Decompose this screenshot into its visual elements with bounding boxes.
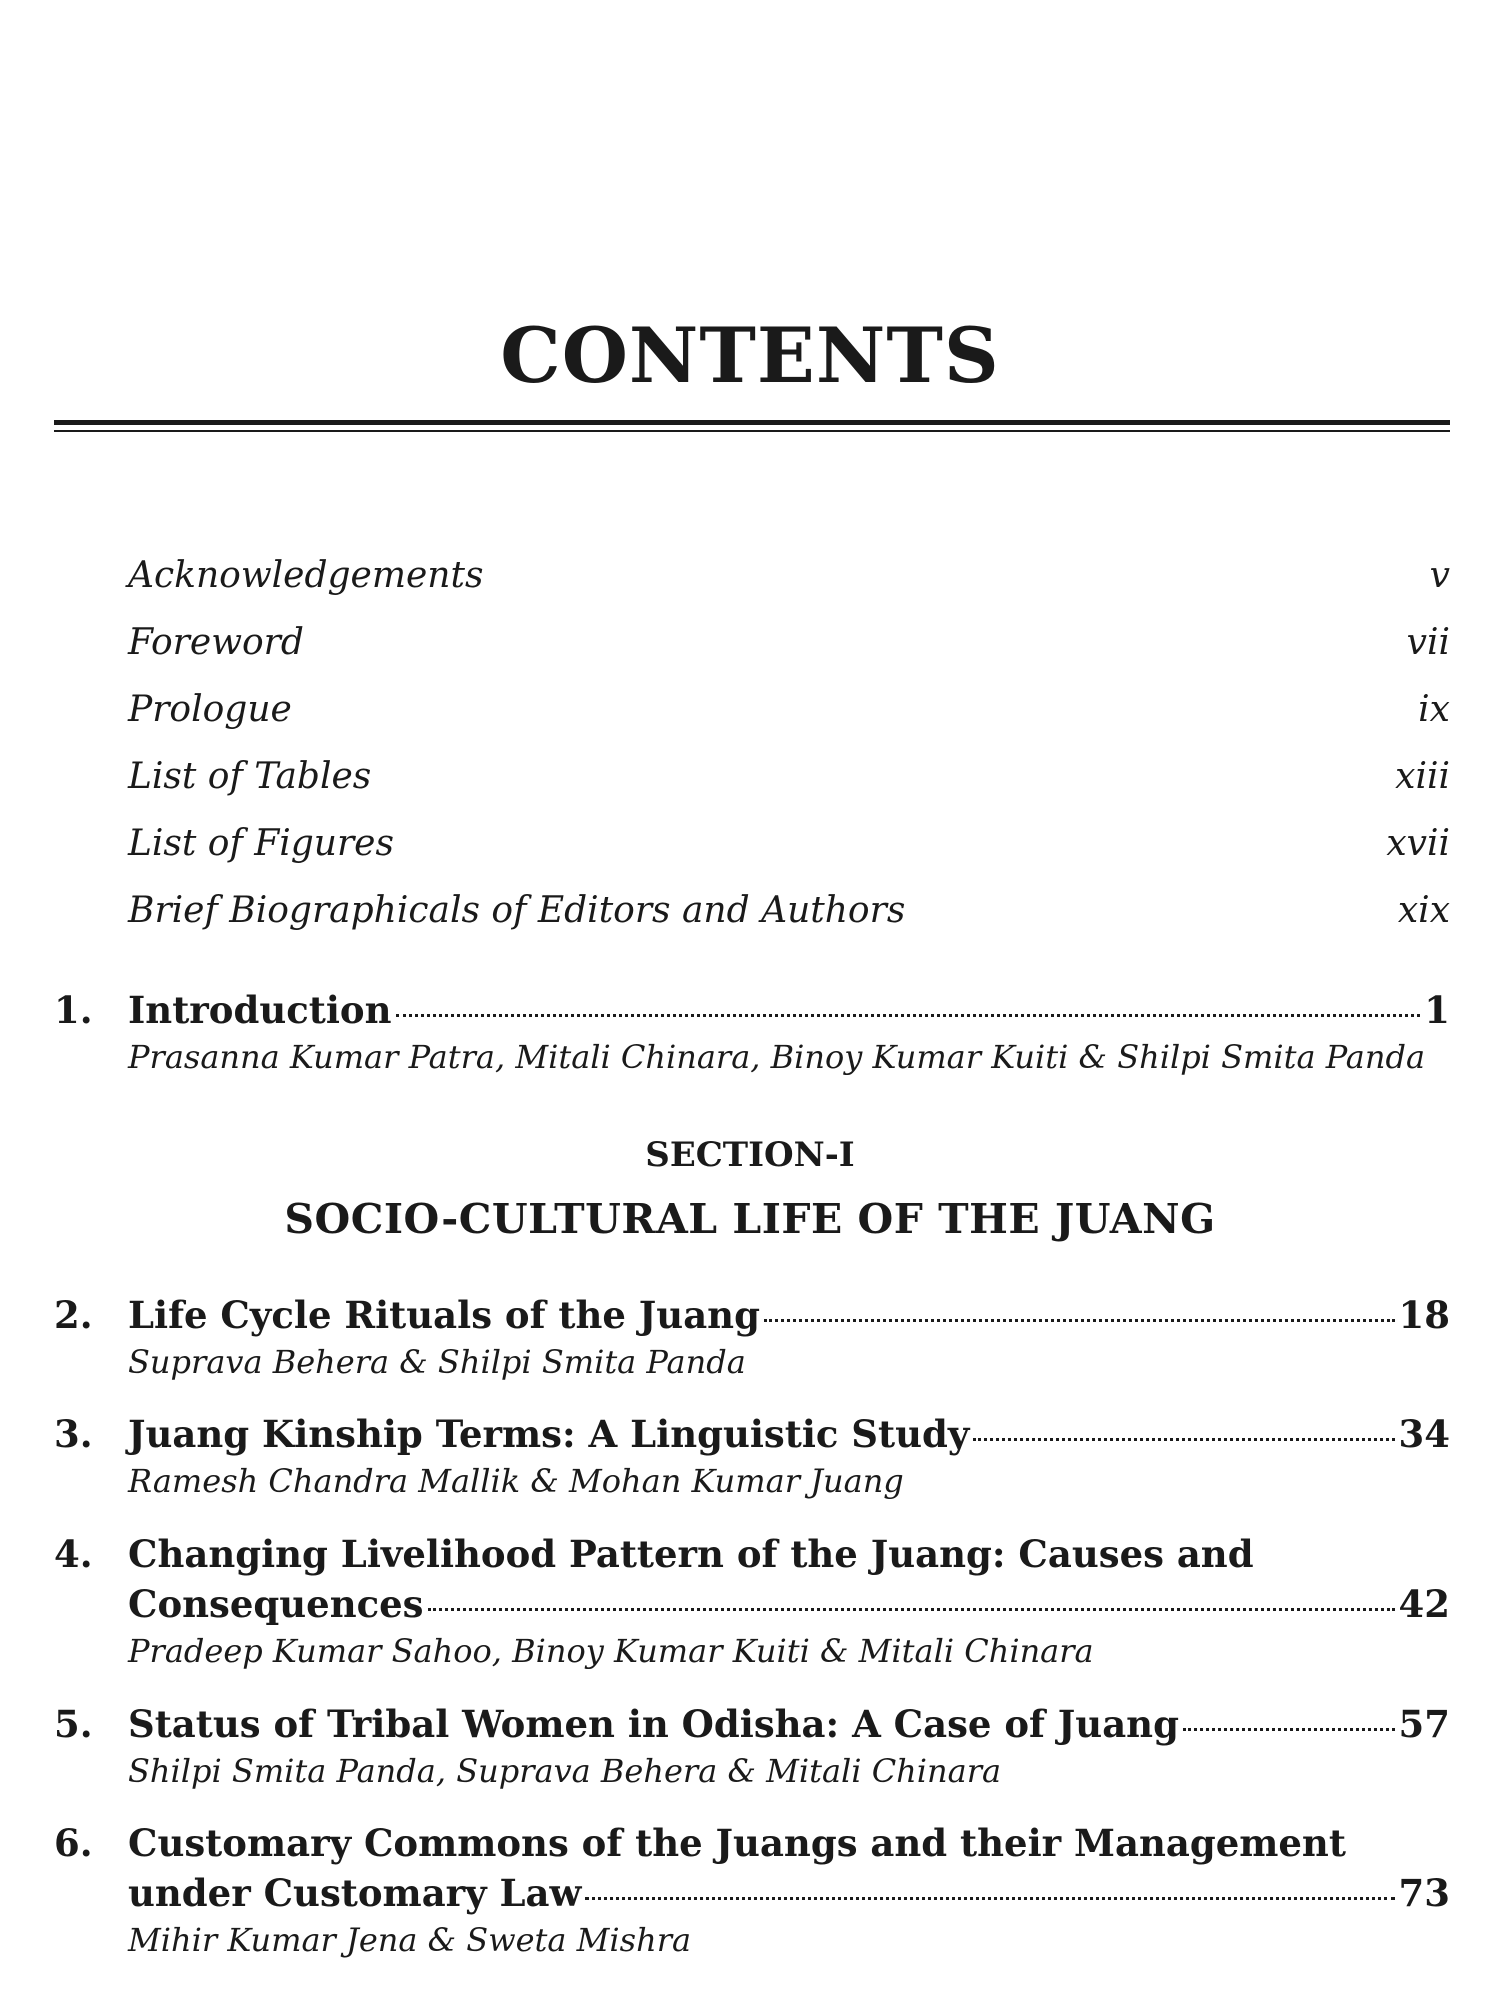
prelim-item[interactable] (128, 555, 1450, 622)
dot-leader (585, 1897, 1394, 1900)
prelim-page: xvii (1386, 823, 1450, 864)
chapter-number: 6. (54, 1821, 93, 1865)
dot-leader (428, 1608, 1395, 1611)
chapter-title-line-1: Changing Livelihood Pattern of the Juang: Causes and (128, 1532, 1254, 1576)
chapter-number: 4. (54, 1532, 93, 1576)
chapter-entry-1[interactable] (54, 985, 1450, 1079)
chapter-page: 34 (1398, 1412, 1450, 1456)
prelim-item[interactable] (128, 622, 1450, 689)
title-double-rule (54, 420, 1450, 432)
chapter-authors: Suprava Behera & Shilpi Smita Panda (128, 1343, 746, 1381)
chapter-page: 18 (1398, 1293, 1450, 1337)
chapter-authors: Ramesh Chandra Mallik & Mohan Kumar Juang (128, 1462, 904, 1500)
chapter-entry-6[interactable] (54, 1818, 1450, 1962)
chapter-number: 5. (54, 1702, 93, 1746)
dot-leader (764, 1319, 1395, 1322)
prelim-page: vii (1406, 622, 1450, 663)
chapter-authors: Prasanna Kumar Patra, Mitali Chinara, Binoy Kumar Kuiti & Shilpi Smita Panda (128, 1038, 1426, 1076)
prelim-label: Acknowledgements (128, 555, 484, 596)
chapter-title: Life Cycle Rituals of the Juang (128, 1293, 760, 1337)
prelim-item[interactable] (128, 823, 1450, 890)
chapter-title: Introduction (128, 988, 392, 1032)
chapter-page: 57 (1398, 1702, 1450, 1746)
chapter-entry-2[interactable] (54, 1290, 1450, 1384)
section-number: SECTION-I (645, 1135, 855, 1175)
chapter-number: 1. (54, 988, 93, 1032)
section-title: SOCIO-CULTURAL LIFE OF THE JUANG (284, 1195, 1216, 1243)
prelim-page: xix (1397, 890, 1450, 931)
chapter-number: 3. (54, 1412, 93, 1456)
prelim-label: Brief Biographicals of Editors and Authors (128, 890, 906, 931)
prelim-label: Foreword (128, 622, 304, 663)
chapter-title: Consequences (128, 1582, 424, 1626)
chapter-title: Juang Kinship Terms: A Linguistic Study (128, 1412, 970, 1456)
dot-leader (1183, 1728, 1395, 1731)
chapter-title: under Customary Law (128, 1871, 582, 1915)
chapter-authors: Pradeep Kumar Sahoo, Binoy Kumar Kuiti & Mitali Chinara (128, 1632, 1094, 1670)
chapter-page: 73 (1398, 1871, 1450, 1915)
page-title: CONTENTS (500, 311, 1000, 400)
dot-leader (973, 1438, 1394, 1441)
chapter-page: 1 (1424, 988, 1450, 1032)
chapter-title-line-1: Customary Commons of the Juangs and their Management (128, 1821, 1346, 1865)
prelim-page: xiii (1395, 756, 1450, 797)
prelim-label: Prologue (128, 689, 292, 730)
prelim-label: List of Tables (128, 756, 372, 797)
chapter-number: 2. (54, 1293, 93, 1337)
prelim-item[interactable] (128, 689, 1450, 756)
prelim-item[interactable] (128, 890, 1450, 957)
prelim-label: List of Figures (128, 823, 394, 864)
chapter-entry-5[interactable] (54, 1699, 1450, 1793)
prelim-page: ix (1418, 689, 1450, 730)
chapter-authors: Shilpi Smita Panda, Suprava Behera & Mitali Chinara (128, 1752, 1002, 1790)
chapter-page: 42 (1398, 1582, 1450, 1626)
chapter-entry-3[interactable] (54, 1409, 1450, 1503)
prelim-page: v (1429, 555, 1450, 596)
dot-leader (396, 1014, 1421, 1017)
chapter-title: Status of Tribal Women in Odisha: A Case of Juang (128, 1702, 1179, 1746)
prelims-list (128, 555, 1450, 957)
chapter-authors: Mihir Kumar Jena & Sweta Mishra (128, 1921, 692, 1959)
prelim-item[interactable] (128, 756, 1450, 823)
chapter-entry-4[interactable] (54, 1529, 1450, 1673)
